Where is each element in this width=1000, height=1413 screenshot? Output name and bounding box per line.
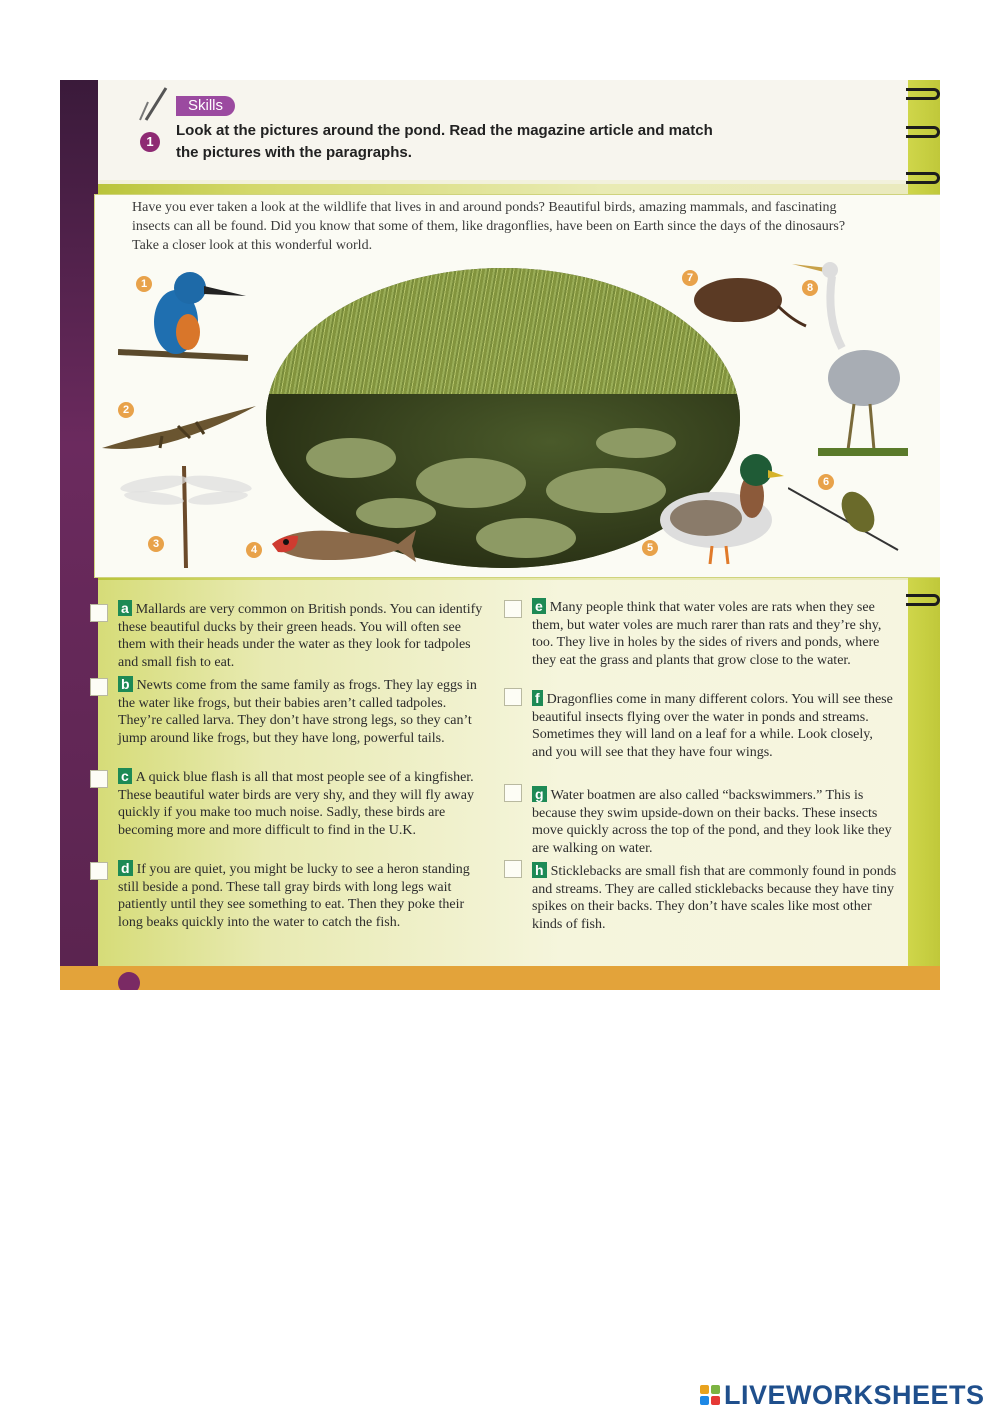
picture-number-4: 4 (246, 542, 262, 558)
page-edge-strip (60, 80, 98, 990)
spiral-ring (906, 126, 940, 138)
paragraph-b (118, 676, 478, 747)
paragraph-a (118, 600, 488, 671)
picture-number-5: 5 (642, 540, 658, 556)
paragraph-letter: a (118, 600, 132, 616)
picture-number-1: 1 (136, 276, 152, 292)
spiral-ring (906, 594, 940, 606)
picture-number-2: 2 (118, 402, 134, 418)
paragraph-text: Water boatmen are also called “backswimmers.” This is because they swim upside-down on their backs. These insects move quickly across the top of the pond, and they look like they are walking on water. (532, 788, 892, 856)
exercise-number: 1 (140, 132, 160, 152)
paragraph-text: Sticklebacks are small fish that are commonly found in ponds and streams. They are called sticklebacks because they have tiny spikes on their backs. They don’t have scales like most other kinds of fish. (532, 864, 897, 932)
answer-checkbox-d[interactable] (90, 862, 108, 880)
spiral-ring (906, 172, 940, 184)
paragraph-letter: f (532, 690, 543, 706)
skills-label: Skills (176, 96, 235, 116)
dragonfly-picture (116, 460, 256, 570)
paragraph-text: If you are quiet, you might be lucky to see a heron standing still beside a pond. These tall gray birds with long legs wait patiently until they see something to eat. Then they poke their long beaks quickly into the water to catch the fish. (118, 862, 470, 930)
intro-text: Have you ever taken a look at the wildlife that lives in and around ponds? Beautiful birds, amazing mammals, and fascinating insects can all be found. Did you know that some of them, like dragonflies, have been on Earth since the days of the dinosaurs? Take a closer look at this wonderful world. (132, 200, 846, 253)
paragraph-h (532, 862, 904, 933)
picture-number-6: 6 (818, 474, 834, 490)
brand-name: LIVEWORKSHEETS (724, 1379, 985, 1410)
paragraph-text: Many people think that water voles are rats when they see them, but water voles are much rarer than rats and they’re shy, too. They live in holes by the sides of rivers and ponds, where they eat the grass and plants that grow close to the water. (532, 600, 882, 668)
answer-checkbox-h[interactable] (504, 860, 522, 878)
pencil-icon (136, 84, 176, 124)
paragraph-letter: d (118, 860, 133, 876)
paragraph-f (532, 690, 894, 761)
textbook-page-photo (60, 80, 940, 990)
water-boatman-picture (788, 472, 900, 552)
picture-number-8: 8 (802, 280, 818, 296)
mallard-picture (656, 452, 786, 568)
logo-grid-icon (700, 1385, 720, 1405)
paragraph-text: Newts come from the same family as frogs. They lay eggs in the water like frogs, but their babies aren’t called tadpoles. They’re called larva. They don’t have strong legs, so they can’t jump around like frogs, but they have long, powerful tails. (118, 678, 477, 746)
answer-checkbox-f[interactable] (504, 688, 522, 706)
paragraph-letter: b (118, 676, 133, 692)
paragraph-letter: h (532, 862, 547, 878)
page-bottom-bar (60, 966, 940, 990)
answer-checkbox-g[interactable] (504, 784, 522, 802)
paragraph-text: Mallards are very common on British ponds. You can identify these beautiful ducks by their green heads. You will often see them with their heads under the water as they look for tadpoles and small fish to eat. (118, 602, 483, 670)
stickleback-picture (268, 520, 418, 566)
paragraph-d (118, 860, 488, 931)
answer-checkbox-b[interactable] (90, 678, 108, 696)
answer-checkbox-a[interactable] (90, 604, 108, 622)
answer-checkbox-e[interactable] (504, 600, 522, 618)
paragraph-text: A quick blue flash is all that most people see of a kingfisher. These beautiful water birds are very shy, and they will fly away quickly if you make too much noise. Sadly, these birds are becoming more and more difficult to find in the U.K. (118, 770, 474, 838)
paragraph-g (532, 786, 894, 857)
picture-number-7: 7 (682, 270, 698, 286)
paragraph-letter: e (532, 598, 546, 614)
paragraph-letter: g (532, 786, 547, 802)
paragraph-c (118, 768, 490, 839)
answer-checkbox-c[interactable] (90, 770, 108, 788)
paragraph-e (532, 598, 892, 669)
picture-number-3: 3 (148, 536, 164, 552)
spiral-ring (906, 88, 940, 100)
paragraph-letter: c (118, 768, 132, 784)
paragraph-text: Dragonflies come in many different colors. You will see these beautiful insects flying over the water in ponds and streams. Sometimes they will land on a leaf for a while. Look closely, and you will see that they have four wings. (532, 692, 893, 760)
instruction-text: Look at the pictures around the pond. Read the magazine article and match the pictures with the paragraphs. (176, 122, 713, 161)
liveworksheets-logo (700, 1380, 985, 1410)
